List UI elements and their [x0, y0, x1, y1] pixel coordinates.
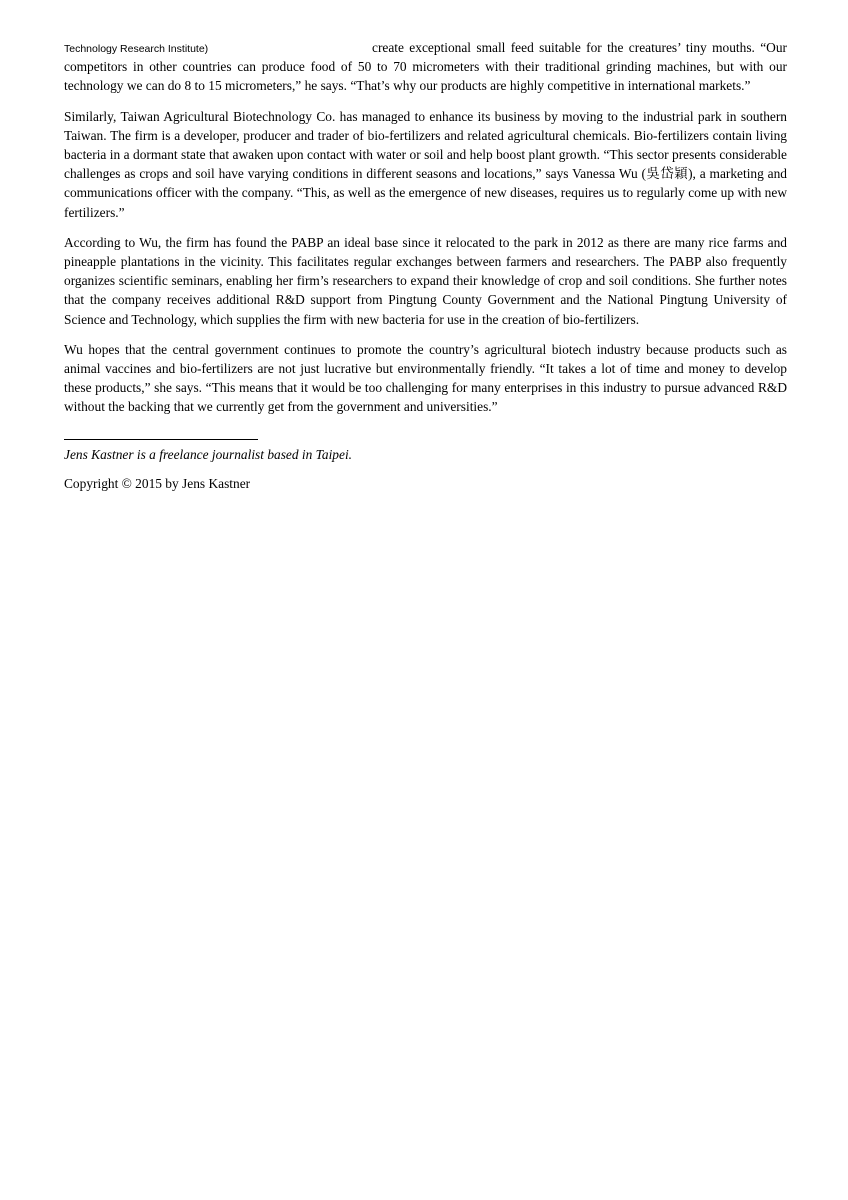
paragraph-1: create exceptional small feed suitable for the creatures’ tiny mouths. “Our competitors in other countries can produce food of 50 to 70 micrometers with their traditional grinding machines, but with our technology we can do 8 to 15 micrometers,” he says. “That’s why our products are highly competitive in international markets.” [64, 40, 787, 94]
article-page [64, 38, 787, 493]
paragraph-2: Similarly, Taiwan Agricultural Biotechnology Co. has managed to enhance its business by moving to the industrial park in southern Taiwan. The firm is a developer, producer and trader of bio-fertilizers and related agricultural chemicals. Bio-fertilizers contain living bacteria in a dormant state that awaken upon contact with water or soil and help boost plant growth. “This sector presents considerable challenges as crops and soil have varying conditions in different seasons and locations,” says Vanessa Wu (吳岱穎), a marketing and communications officer with the company. “This, as well as the emergence of new diseases, requires us to regularly come up with new fertilizers.” [64, 108, 787, 220]
copyright-notice: Copyright © 2015 by Jens Kastner [64, 475, 251, 491]
author-bio: Jens Kastner is a freelance journalist based in Taipei. [64, 446, 353, 462]
paragraph-4: Wu hopes that the central government continues to promote the country’s agricultural biotech industry because products such as animal vaccines and bio-fertilizers are not just lucrative but environmentally friendly. “It takes a lot of time and money to develop these products,” she says. “This means that it would be too challenging for many enterprises in this industry to pursue advanced R&D without the backing that we currently get from the government and universities.” [64, 341, 787, 415]
figure-caption-tail: Technology Research Institute) [64, 43, 209, 55]
footnote-divider [64, 439, 258, 440]
paragraph-3: According to Wu, the firm has found the PABP an ideal base since it relocated to the park in 2012 as there are many rice farms and pineapple plantations in the vicinity. This facilitates regular exchanges between farmers and researchers. The PABP also frequently organizes scientific seminars, enabling her firm’s researchers to expand their knowledge of crop and soil conditions. She further notes that the company receives additional R&D support from Pingtung County Government and the National Pingtung University of Science and Technology, which supplies the firm with new bacteria for use in the creation of bio-fertilizers. [64, 234, 787, 327]
